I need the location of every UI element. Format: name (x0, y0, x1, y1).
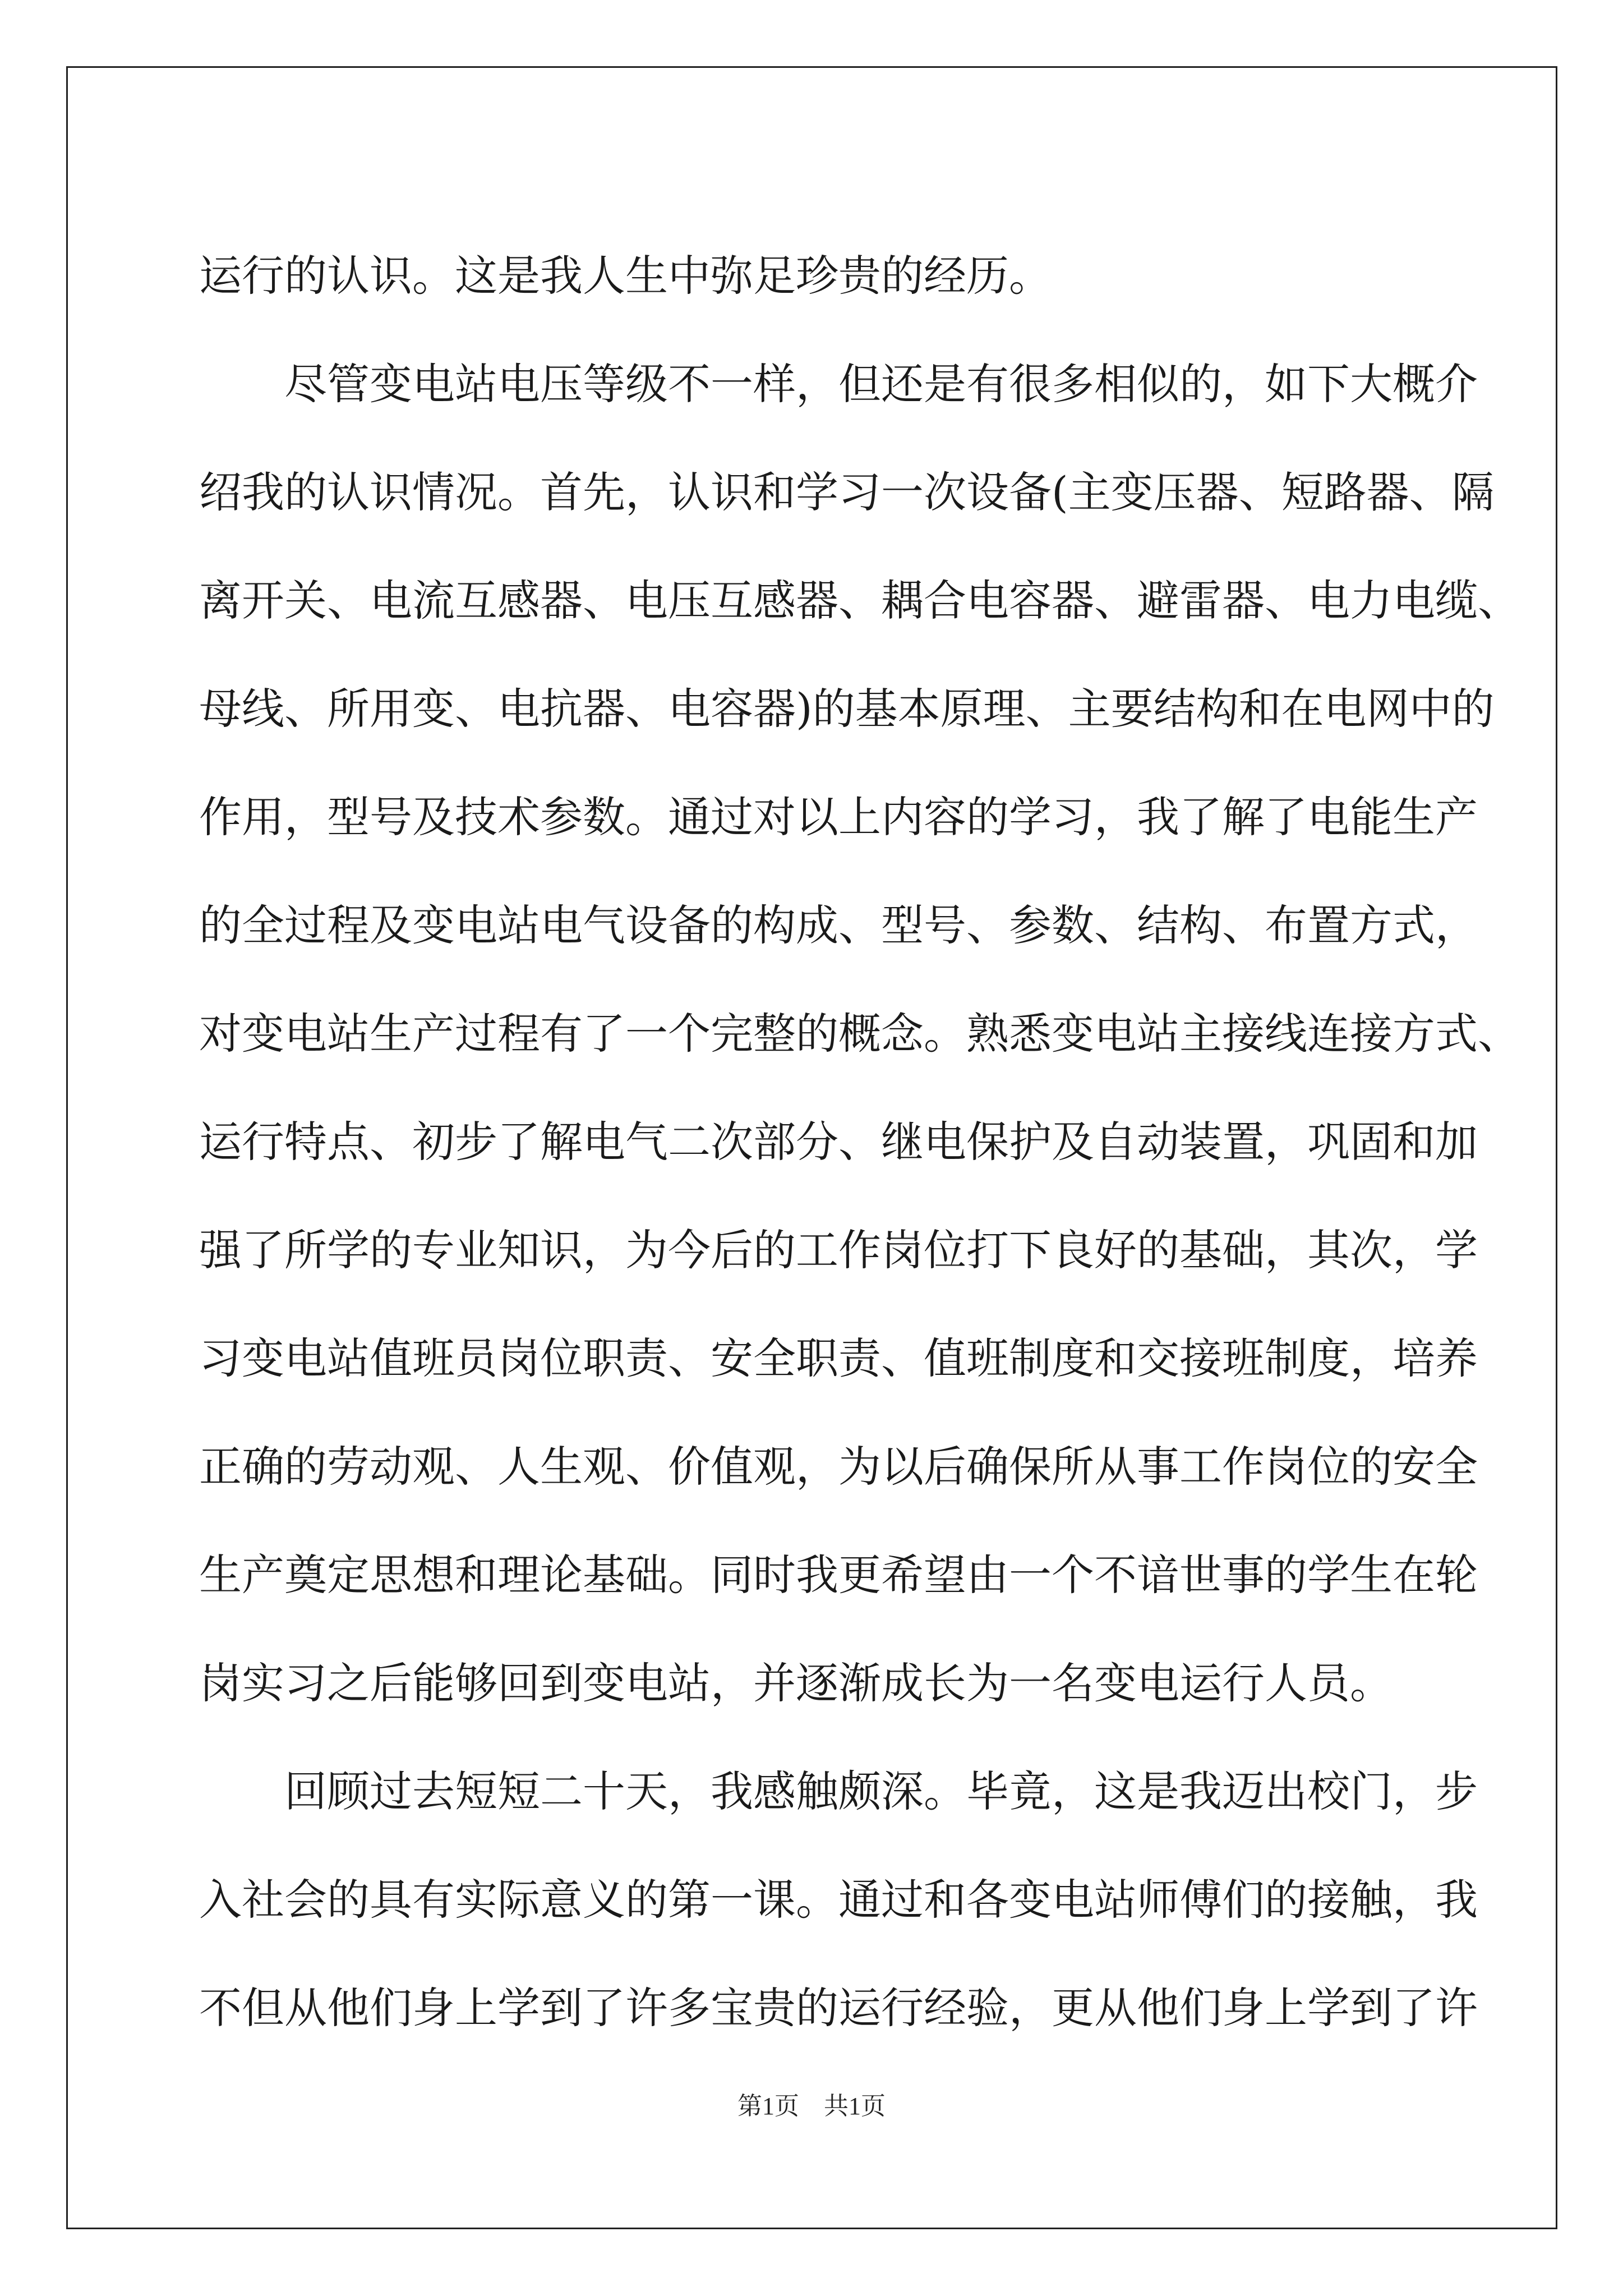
text-line: 习变电站值班员岗位职责、安全职责、值班制度和交接班制度，培养 (199, 1333, 1478, 1383)
paragraph (199, 330, 1520, 1737)
paragraph (199, 222, 1427, 330)
document-body (199, 222, 1520, 2062)
text-line: 离开关、电流互感器、电压互感器、耦合电容器、避雷器、电力电缆、 (199, 576, 1520, 625)
text-line: 入社会的具有实际意义的第一课。通过和各变电站师傅们的接触，我 (199, 1875, 1478, 1925)
text-line: 强了所学的专业知识，为今后的工作岗位打下良好的基础，其次，学 (199, 1225, 1478, 1275)
text-line: 生产奠定思想和理论基础。同时我更希望由一个不谙世事的学生在轮 (199, 1550, 1478, 1600)
text-line: 绍我的认识情况。首先，认识和学习一次设备(主变压器、短路器、隔 (199, 467, 1495, 517)
text-line: 对变电站生产过程有了一个完整的概念。熟悉变电站主接线连接方式、 (199, 1009, 1520, 1059)
page-total: 共1页 (824, 2092, 886, 2120)
text-line: 运行特点、初步了解电气二次部分、继电保护及自动装置，巩固和加 (199, 1117, 1478, 1167)
text-line: 岗实习之后能够回到变电站，并逐渐成长为一名变电运行人员。 (199, 1658, 1393, 1708)
text-line: 不但从他们身上学到了许多宝贵的运行经验，更从他们身上学到了许 (199, 1983, 1478, 2033)
text-line: 母线、所用变、电抗器、电容器)的基本原理、主要结构和在电网中的 (199, 684, 1495, 734)
text-line: 作用，型号及技术参数。通过对以上内容的学习，我了解了电能生产 (199, 792, 1478, 842)
text-line: 的全过程及变电站电气设备的构成、型号、参数、结构、布置方式， (199, 900, 1478, 950)
text-line: 尽管变电站电压等级不一样，但还是有很多相似的，如下大概介 (284, 359, 1478, 409)
paragraph (199, 1737, 1478, 2062)
text-line: 运行的认识。这是我人生中弥足珍贵的经历。 (199, 251, 1052, 301)
text-line: 正确的劳动观、人生观、价值观，为以后确保所从事工作岗位的安全 (199, 1442, 1478, 1492)
text-line: 回顾过去短短二十天，我感触颇深。毕竟，这是我迈出校门，步 (284, 1766, 1478, 1816)
page-number: 第1页 (737, 2092, 799, 2120)
page-footer (0, 2086, 1623, 2122)
